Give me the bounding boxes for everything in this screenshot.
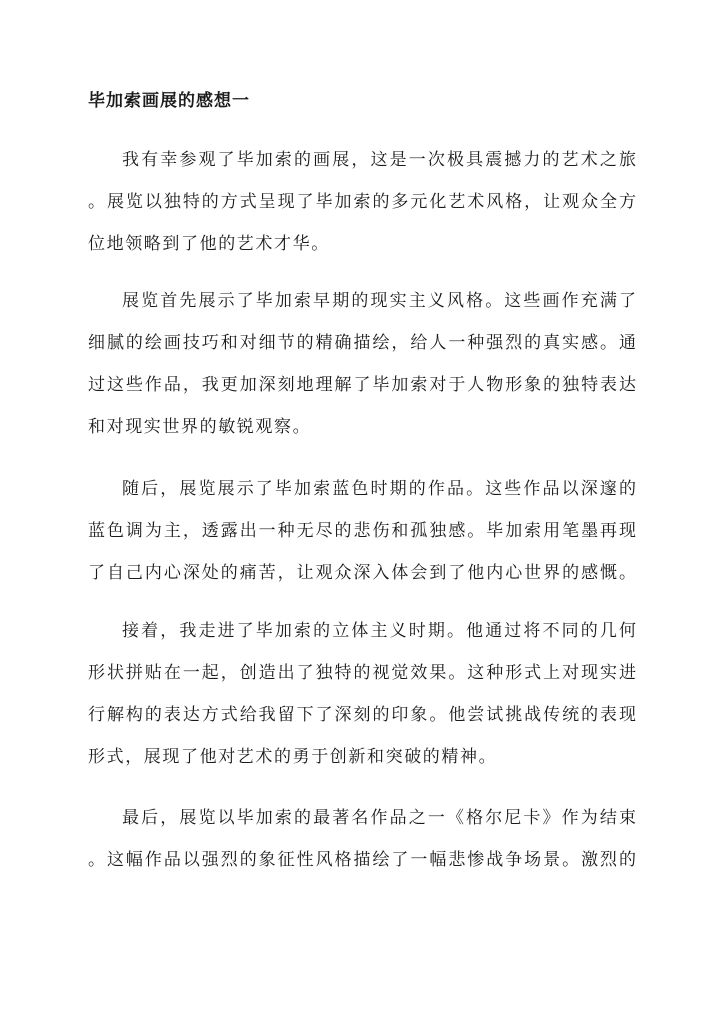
paragraph-1-line-2: 。展览以独特的方式呈现了毕加索的多元化艺术风格，让观众全方 xyxy=(88,192,636,212)
paragraph-2-line-3: 过这些作品，我更加深刻地理解了毕加索对于人物形象的独特表达 xyxy=(88,375,636,395)
paragraph-1-line-3: 位地领略到了他的艺术才华。 xyxy=(88,234,330,254)
paragraph-2-line-2: 细腻的绘画技巧和对细节的精确描绘，给人一种强烈的真实感。通 xyxy=(88,333,636,353)
paragraph-4-line-3: 行解构的表达方式给我留下了深刻的印象。他尝试挑战传统的表现 xyxy=(88,705,636,725)
paragraph-4-line-2: 形状拼贴在一起，创造出了独特的视觉效果。这种形式上对现实进 xyxy=(88,663,636,683)
paragraph-3-line-3: 了自己内心深处的痛苦，让观众深入体会到了他内心世界的感慨。 xyxy=(88,563,636,583)
paragraph-1-line-1: 我有幸参观了毕加索的画展，这是一次极具震撼力的艺术之旅 xyxy=(122,150,636,170)
paragraph-4-line-4: 形式，展现了他对艺术的勇于创新和突破的精神。 xyxy=(88,747,498,767)
paragraph-3-line-1: 随后，展览展示了毕加索蓝色时期的作品。这些作品以深邃的 xyxy=(122,479,636,499)
paragraph-2-line-1: 展览首先展示了毕加索早期的现实主义风格。这些画作充满了 xyxy=(122,291,636,311)
paragraph-2-line-4: 和对现实世界的敏锐观察。 xyxy=(88,417,312,437)
document-title: 毕加索画展的感想一 xyxy=(88,91,250,111)
paragraph-5-line-1: 最后，展览以毕加索的最著名作品之一《格尔尼卡》作为结束 xyxy=(122,808,636,828)
paragraph-4-line-1: 接着，我走进了毕加索的立体主义时期。他通过将不同的几何 xyxy=(122,621,636,641)
paragraph-3-line-2: 蓝色调为主，透露出一种无尽的悲伤和孤独感。毕加索用笔墨再现 xyxy=(88,521,636,541)
paragraph-5-line-2: 。这幅作品以强烈的象征性风格描绘了一幅悲惨战争场景。激烈的 xyxy=(88,850,636,870)
